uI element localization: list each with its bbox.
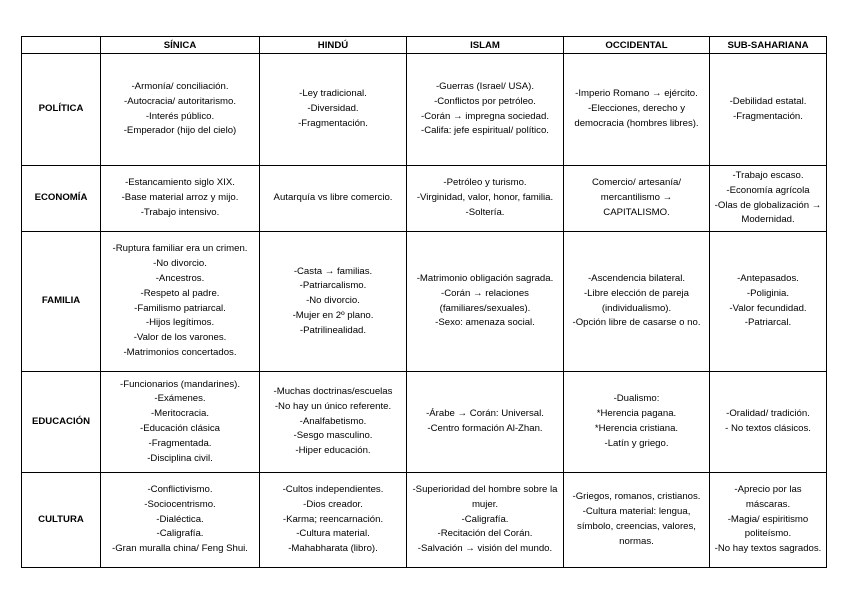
cell-line: -Ley tradicional. [299,88,367,100]
cell-line: -Fragmentada. [148,437,212,449]
cell-line: -Mahabharata (libro). [288,543,378,555]
header-row [22,37,827,54]
cell-line: *Herencia cristiana. [594,423,679,434]
cell-line: -Valor fecundidad. [729,302,807,314]
cell-line: -Analfabetismo. [299,415,367,427]
cell-line: -Meritocracia. [150,408,210,420]
cell-islam [407,473,564,568]
table-row [22,166,827,232]
cell-islam [407,54,564,166]
comparison-table [21,36,827,568]
cell-line: -No divorcio. [306,295,360,307]
cell-line: -Caligrafía. [156,528,204,540]
cell-line: -Karma; reencarnación. [282,513,384,525]
cell-line: -Mujer en 2º plano. [292,309,374,321]
cell-subsahariana [710,372,827,473]
cell-line: -Cultos independientes. [282,484,384,495]
header-occidental: OCCIDENTAL [564,37,710,54]
cell-hindu [260,54,407,166]
cell-line: -Estancamiento siglo XIX. [125,177,235,189]
cell-line: -Matrimonio obligación sagrada. [416,272,554,284]
cell-line: -Base material arroz y mijo. [121,192,239,204]
cell-line: -Imperio Romano → ejército. [575,88,698,100]
cell-line: -Armonía/ conciliación. [131,80,229,92]
cell-hindu [260,232,407,372]
cell-line: -Sexo: amenaza social. [435,317,535,329]
cell-subsahariana [710,54,827,166]
cell-line: -Elecciones, derecho y democracia (hombres libres). [574,103,699,129]
cell-line: -Diversidad. [307,103,359,115]
cell-islam [407,232,564,372]
cell-line: -Patrilinealidad. [299,324,367,336]
cell-subsahariana [710,232,827,372]
cell-line: -Familismo patriarcal. [134,302,226,314]
cell-line: -Magia/ espiritismo politeísmo. [727,513,809,540]
cell-line: -Opción libre de casarse o no. [572,317,701,329]
cell-line: -Sociocentrismo. [144,498,216,510]
cell-line: -Gran muralla china/ Feng Shui. [112,543,248,555]
cell-islam [407,372,564,473]
cell-line: -Aprecio por las máscaras. [734,484,802,510]
table-row [22,232,827,372]
cell-line: -Cultura material: lengua, símbolo, creencias, valores, normas. [577,506,696,547]
cell-line: -Valor de los varones. [133,332,227,344]
cell-occidental [564,166,710,232]
cell-occidental [564,54,710,166]
cell-line: - No textos clásicos. [725,423,811,434]
cell-line: -Trabajo intensivo. [140,206,220,218]
cell-line: -Sesgo masculino. [293,430,373,442]
cell-hindu [260,372,407,473]
cell-subsahariana [710,473,827,568]
table-row [22,54,827,166]
cell-line: -Soltería. [465,206,505,218]
cell-line: -Casta → familias. [293,265,373,277]
cell-subsahariana [710,166,827,232]
cell-line: -Poliginia. [746,287,790,299]
cell-line: -Autocracia/ autoritarismo. [124,95,236,107]
cell-line: -Conflictos por petróleo. [434,95,536,107]
cell-line: -Guerras (Israel/ USA). [435,80,535,92]
cell-line: -Respeto al padre. [140,287,220,299]
cell-line: -Interés público. [145,110,215,122]
cell-line: -Olas de globalización → Modernidad. [714,199,822,226]
header-subsahariana: SUB-SAHARIANA [710,37,827,54]
cell-line: -Economía agrícola [726,184,810,196]
cell-line: -Libre elección de pareja (individualismo). [583,287,690,314]
cell-line: -Fragmentación. [298,117,368,129]
table-row [22,473,827,568]
cell-line: -Superioridad del hombre sobre la mujer. [412,484,558,510]
cell-line: -Matrimonios concertados. [123,346,237,358]
row-label: POLÍTICA [22,54,101,166]
cell-line: -Fragmentación. [733,110,803,122]
cell-line: -Disciplina civil. [147,452,213,464]
cell-line: -Caligrafía. [461,513,509,525]
cell-line: -Recitación del Corán. [437,528,533,540]
cell-line: -Petróleo y turismo. [443,177,527,189]
cell-sinica [101,166,260,232]
cell-line: -Ruptura familiar era un crimen. [112,243,248,255]
cell-line: -Muchas doctrinas/escuelas [273,386,393,397]
row-label: FAMILIA [22,232,101,372]
table-row [22,372,827,473]
row-label: ECONOMÍA [22,166,101,232]
cell-line: -Patriarcalismo. [299,280,367,292]
cell-line: -No hay textos sagrados. [714,543,822,555]
cell-line: -Conflictivismo. [147,484,213,495]
cell-line: -Exámenes. [154,393,206,405]
cell-occidental [564,372,710,473]
cell-line: -Salvación → visión del mundo. [417,543,553,555]
header-corner [22,37,101,54]
cell-line: *Herencia pagana. [596,408,677,420]
cell-line: -Latín y griego. [604,437,669,449]
cell-line: -Dios creador. [303,498,363,510]
cell-islam [407,166,564,232]
cell-line: -Debilidad estatal. [729,95,807,107]
row-label: CULTURA [22,473,101,568]
cell-line: -Griegos, romanos, cristianos. [572,491,701,503]
cell-sinica [101,54,260,166]
cell-line: -Virginidad, valor, honor, familia. [416,192,554,204]
header-islam: ISLAM [407,37,564,54]
cell-hindu [260,473,407,568]
cell-line: -Dialéctica. [156,513,204,525]
cell-line: -Ancestros. [155,272,205,284]
cell-sinica [101,232,260,372]
cell-line: -Oralidad/ tradición. [726,408,810,420]
cell-line: -Califa: jefe espiritual/ político. [421,125,549,137]
cell-line: -Cultura material. [296,528,370,540]
cell-occidental [564,473,710,568]
row-label: EDUCACIÓN [22,372,101,473]
cell-line: -Antepasados. [737,272,799,284]
cell-line: -Centro formación Al-Zhan. [427,423,543,434]
cell-line: -Trabajo escaso. [732,169,804,181]
header-hindu: HINDÚ [260,37,407,54]
cell-line: -Emperador (hijo del cielo) [123,125,237,137]
cell-line: -No hay un único referente. [274,400,392,412]
cell-occidental [564,232,710,372]
cell-line: -No divorcio. [153,258,207,270]
cell-line: Comercio/ artesanía/ mercantilismo → CAPITALISMO. [591,177,682,218]
cell-line: -Corán → impregna sociedad. [421,110,549,122]
cell-line: -Funcionarios (mandarines). [120,378,240,390]
cell-sinica [101,372,260,473]
header-sinica: SÍNICA [101,37,260,54]
cell-sinica [101,473,260,568]
cell-line: -Patriarcal. [744,317,792,329]
cell-line: -Ascendencia bilateral. [587,272,686,284]
cell-line: -Hiper educación. [295,445,371,457]
cell-line: -Dualismo: [613,393,660,405]
cell-hindu [260,166,407,232]
cell-line: -Hijos legítimos. [145,317,215,329]
cell-line: -Árabe → Corán: Universal. [426,408,544,420]
cell-line: -Educación clásica [140,423,220,434]
cell-line: -Corán → relaciones (familiares/sexuales). [439,287,531,314]
cell-line: Autarquía vs libre comercio. [273,192,393,204]
